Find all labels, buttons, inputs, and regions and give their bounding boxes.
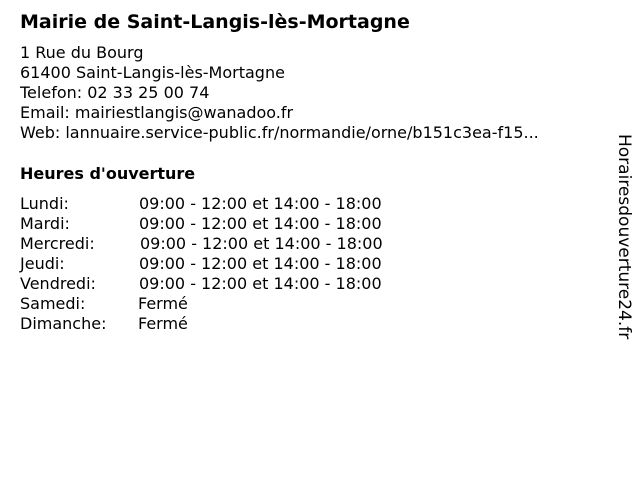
email-link[interactable]: mairiestlangis@wanadoo.fr (74, 103, 294, 122)
day-hours: Fermé (138, 294, 188, 313)
day-hours: Fermé (138, 314, 188, 333)
day-label: Dimanche: (20, 314, 107, 333)
web-link[interactable]: lannuaire.service-public.fr/normandie/orne/b151c3ea-f15... (65, 123, 539, 142)
day-label: Vendredi: (20, 274, 96, 293)
page-title: Mairie de Saint-Langis-lès-Mortagne (20, 11, 410, 33)
phone-number[interactable]: Telefon: 02 33 25 00 74 (20, 83, 210, 102)
contact-info (20, 43, 539, 143)
street-address: 1 Rue du Bourg (20, 43, 144, 62)
day-label: Mercredi: (20, 234, 95, 253)
day-hours: 09:00 - 12:00 et 14:00 - 18:00 (140, 234, 383, 253)
day-hours: 09:00 - 12:00 et 14:00 - 18:00 (139, 194, 382, 213)
day-label: Lundi: (20, 194, 69, 213)
email-label: Email: (20, 103, 75, 122)
web-label: Web: (20, 123, 66, 142)
day-hours: 09:00 - 12:00 et 14:00 - 18:00 (139, 214, 382, 233)
day-label: Samedi: (20, 294, 86, 313)
day-hours: 09:00 - 12:00 et 14:00 - 18:00 (139, 274, 382, 293)
site-watermark (612, 134, 636, 372)
web-line (20, 123, 539, 143)
watermark-text: Horairesdouverture24.fr (614, 134, 634, 340)
day-hours: 09:00 - 12:00 et 14:00 - 18:00 (139, 254, 382, 273)
day-label: Jeudi: (20, 254, 65, 273)
hours-heading: Heures d'ouverture (20, 164, 196, 183)
city-address: 61400 Saint-Langis-lès-Mortagne (20, 63, 285, 82)
day-label: Mardi: (20, 214, 70, 233)
email-line (20, 103, 539, 123)
